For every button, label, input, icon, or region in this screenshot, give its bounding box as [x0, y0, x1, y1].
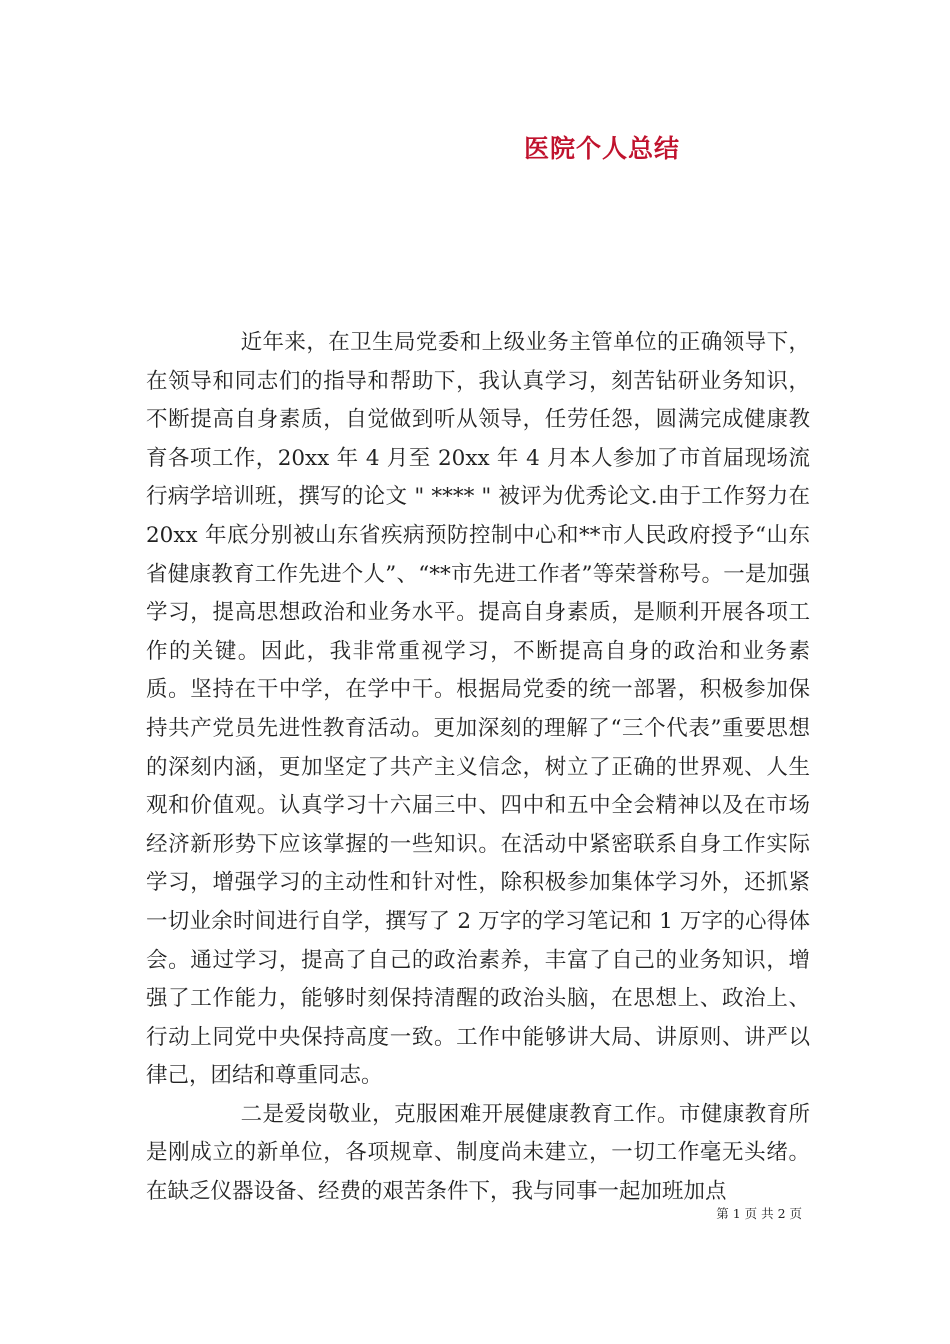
- paragraph-2: 二是爱岗敬业，克服困难开展健康教育工作。市健康教育所是刚成立的新单位，各项规章、制度尚未建立，一切工作毫无头绪。在缺乏仪器设备、经费的艰苦条件下，我与同事一起加班加点: [146, 1101, 810, 1205]
- page-footer: 第 1 页 共 2 页: [716, 1206, 802, 1221]
- document-title: 医院个人总结: [523, 134, 680, 163]
- paragraph-1: 近年来，在卫生局党委和上级业务主管单位的正确领导下，在领导和同志们的指导和帮助下，我认真学习，刻苦钻研业务知识，不断提高自身素质，自觉做到听从领导，任劳任怨，圆满完成健康教育各项工作，20xx 年 4 月至 20xx 年 4 月本人参加了市首届现场流行病学培训班，撰写的论文 " **** " 被评为优秀论文.由于工作努力在 20xx 年底分别被山东省疾病预防控制中心和**市人民政府授予“山东省健康教育工作先进个人”、“**市先进工作者”等荣誉称号。一是加强学习，提高思想政治和业务水平。提高自身素质，是顺利开展各项工作的关键。因此，我非常重视学习，不断提高自身的政治和业务素质。坚持在干中学，在学中干。根据局党委的统一部署，积极参加保持共产党员先进性教育活动。更加深刻的理解了“三个代表”重要思想的深刻内涵，更加坚定了共产主义信念，树立了正确的世界观、人生观和价值观。认真学习十六届三中、四中和五中全会精神以及在市场经济新形势下应该掌握的一些知识。在活动中紧密联系自身工作实际学习，增强学习的主动性和针对性，除积极参加集体学习外，还抓紧一切业余时间进行自学，撰写了 2 万字的学习笔记和 1 万字的心得体会。通过学习，提高了自己的政治素养，丰富了自己的业务知识，增强了工作能力，能够时刻保持清醒的政治头脑，在思想上、政治上、行动上同党中央保持高度一致。工作中能够讲大局、讲原则、讲严以律己，团结和尊重同志。: [146, 330, 810, 1089]
- document-body: [146, 324, 810, 1212]
